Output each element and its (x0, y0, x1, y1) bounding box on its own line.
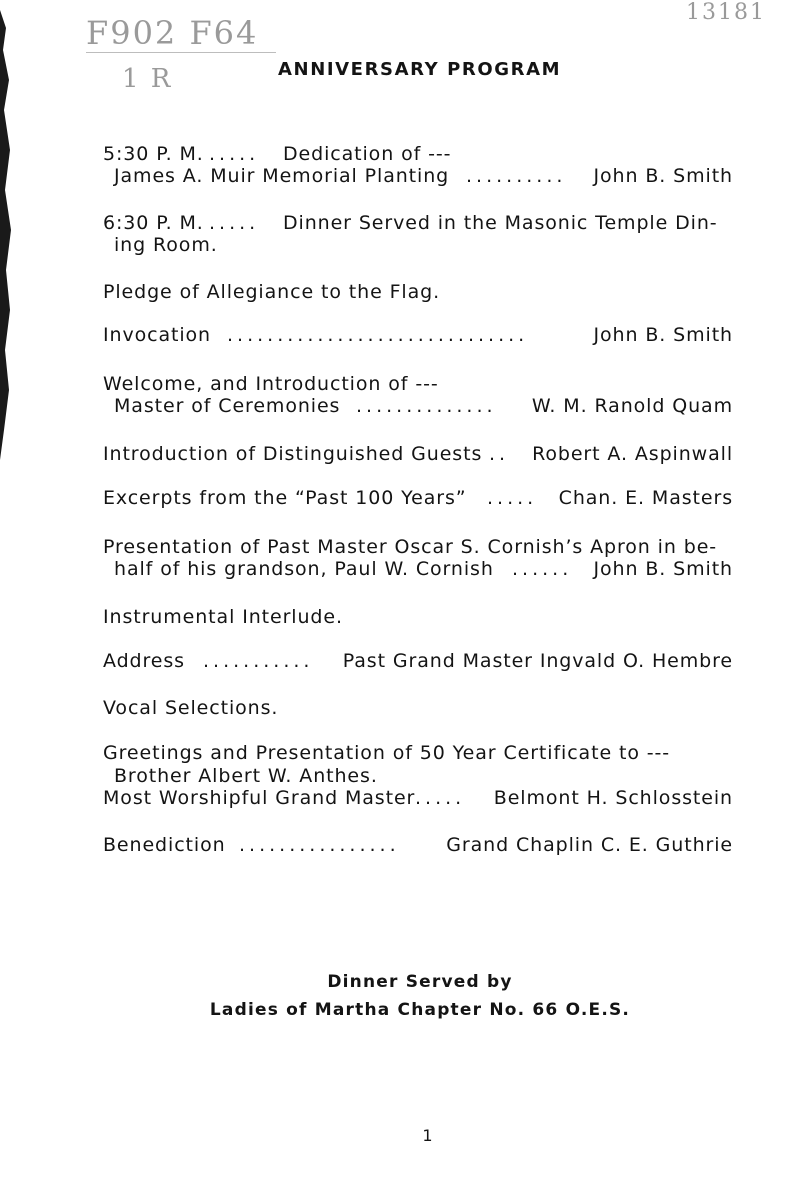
program-line-welcome (103, 373, 733, 395)
presentation-line1: Presentation of Past Master Oscar S. Cornish’s Apron in be- (103, 536, 718, 558)
program-line-dedication (103, 143, 733, 165)
program-line-greetings-cont (114, 765, 733, 787)
program-line-dinner-cont (114, 234, 733, 256)
program-line-benediction (103, 834, 733, 856)
welcome-person: W. M. Ranold Quam (531, 395, 733, 417)
greetings-line2: Brother Albert W. Anthes. (114, 765, 378, 787)
excerpts-item: Excerpts from the “Past 100 Years” (103, 487, 467, 509)
program-line-dinner (103, 212, 733, 234)
program-line-interlude (103, 606, 733, 628)
guests-item: Introduction of Distinguished Guests (103, 443, 483, 465)
program-line-excerpts (103, 487, 733, 509)
page-number: 1 (422, 1126, 433, 1145)
dinner-event: Dinner Served in the Masonic Temple Din- (283, 212, 718, 234)
vocal-text: Vocal Selections. (103, 697, 279, 719)
program-line-presentation-cont (114, 558, 733, 580)
binding-edge (0, 10, 12, 460)
handwritten-rule (86, 52, 276, 53)
program-line-ceremonies (114, 395, 733, 417)
welcome-item: Welcome, and Introduction of --- (103, 373, 439, 395)
dot-leader: ...... (512, 558, 573, 580)
program-line-guests (103, 443, 733, 465)
address-item: Address (103, 650, 185, 672)
dot-leader: .............................. (227, 324, 529, 346)
dot-leader: .. (489, 443, 510, 465)
excerpts-person: Chan. E. Masters (558, 487, 733, 509)
invocation-item: Invocation (103, 324, 211, 346)
benediction-item: Benediction (103, 834, 226, 856)
greetings-person: Belmont H. Schlosstein (493, 787, 733, 809)
presentation-line2: half of his grandson, Paul W. Cornish (114, 558, 494, 580)
benediction-person: Grand Chaplin C. E. Guthrie (446, 834, 733, 856)
program-line-grand-master (103, 787, 733, 809)
dinner-time: 6:30 P. M. (103, 212, 204, 234)
dedication-time: 5:30 P. M. (103, 143, 204, 165)
dot-leader: ..... (209, 212, 260, 234)
greetings-item: Most Worshipful Grand Master (103, 787, 416, 809)
dedication-detail: James A. Muir Memorial Planting (114, 165, 450, 187)
interlude-text: Instrumental Interlude. (103, 606, 343, 628)
page-title: ANNIVERSARY PROGRAM (278, 59, 562, 80)
greetings-line1: Greetings and Presentation of 50 Year Certificate to --- (103, 742, 671, 764)
footer-line1: Dinner Served by (327, 972, 513, 992)
dot-leader: .............. (356, 395, 497, 417)
dot-leader: ................ (239, 834, 400, 856)
handwritten-accession-number: 13181 (686, 0, 766, 25)
dot-leader: ..... (415, 787, 466, 809)
guests-person: Robert A. Aspinwall (532, 443, 733, 465)
handwritten-sub-number: 1 R (122, 64, 173, 94)
address-person: Past Grand Master Ingvald O. Hembre (342, 650, 733, 672)
handwritten-call-number: F902 F64 (86, 14, 259, 52)
program-line-greetings (103, 742, 733, 764)
program-line-address (103, 650, 733, 672)
program-line-invocation (103, 324, 733, 346)
dot-leader: ..... (209, 143, 260, 165)
pledge-text: Pledge of Allegiance to the Flag. (103, 281, 441, 303)
program-line-pledge (103, 281, 733, 303)
program-line-vocal (103, 697, 733, 719)
dot-leader: ........... (203, 650, 314, 672)
dinner-continued: ing Room. (114, 234, 218, 256)
program-line-planting (114, 165, 733, 187)
footer-line2: Ladies of Martha Chapter No. 66 O.E.S. (209, 1000, 631, 1020)
dedication-event: Dedication of --- (283, 143, 452, 165)
presentation-person: John B. Smith (593, 558, 733, 580)
welcome-detail: Master of Ceremonies (114, 395, 341, 417)
program-line-presentation (103, 536, 733, 558)
dot-leader: ..... (487, 487, 538, 509)
invocation-person: John B. Smith (593, 324, 733, 346)
dot-leader: .......... (466, 165, 567, 187)
dedication-person: John B. Smith (593, 165, 733, 187)
